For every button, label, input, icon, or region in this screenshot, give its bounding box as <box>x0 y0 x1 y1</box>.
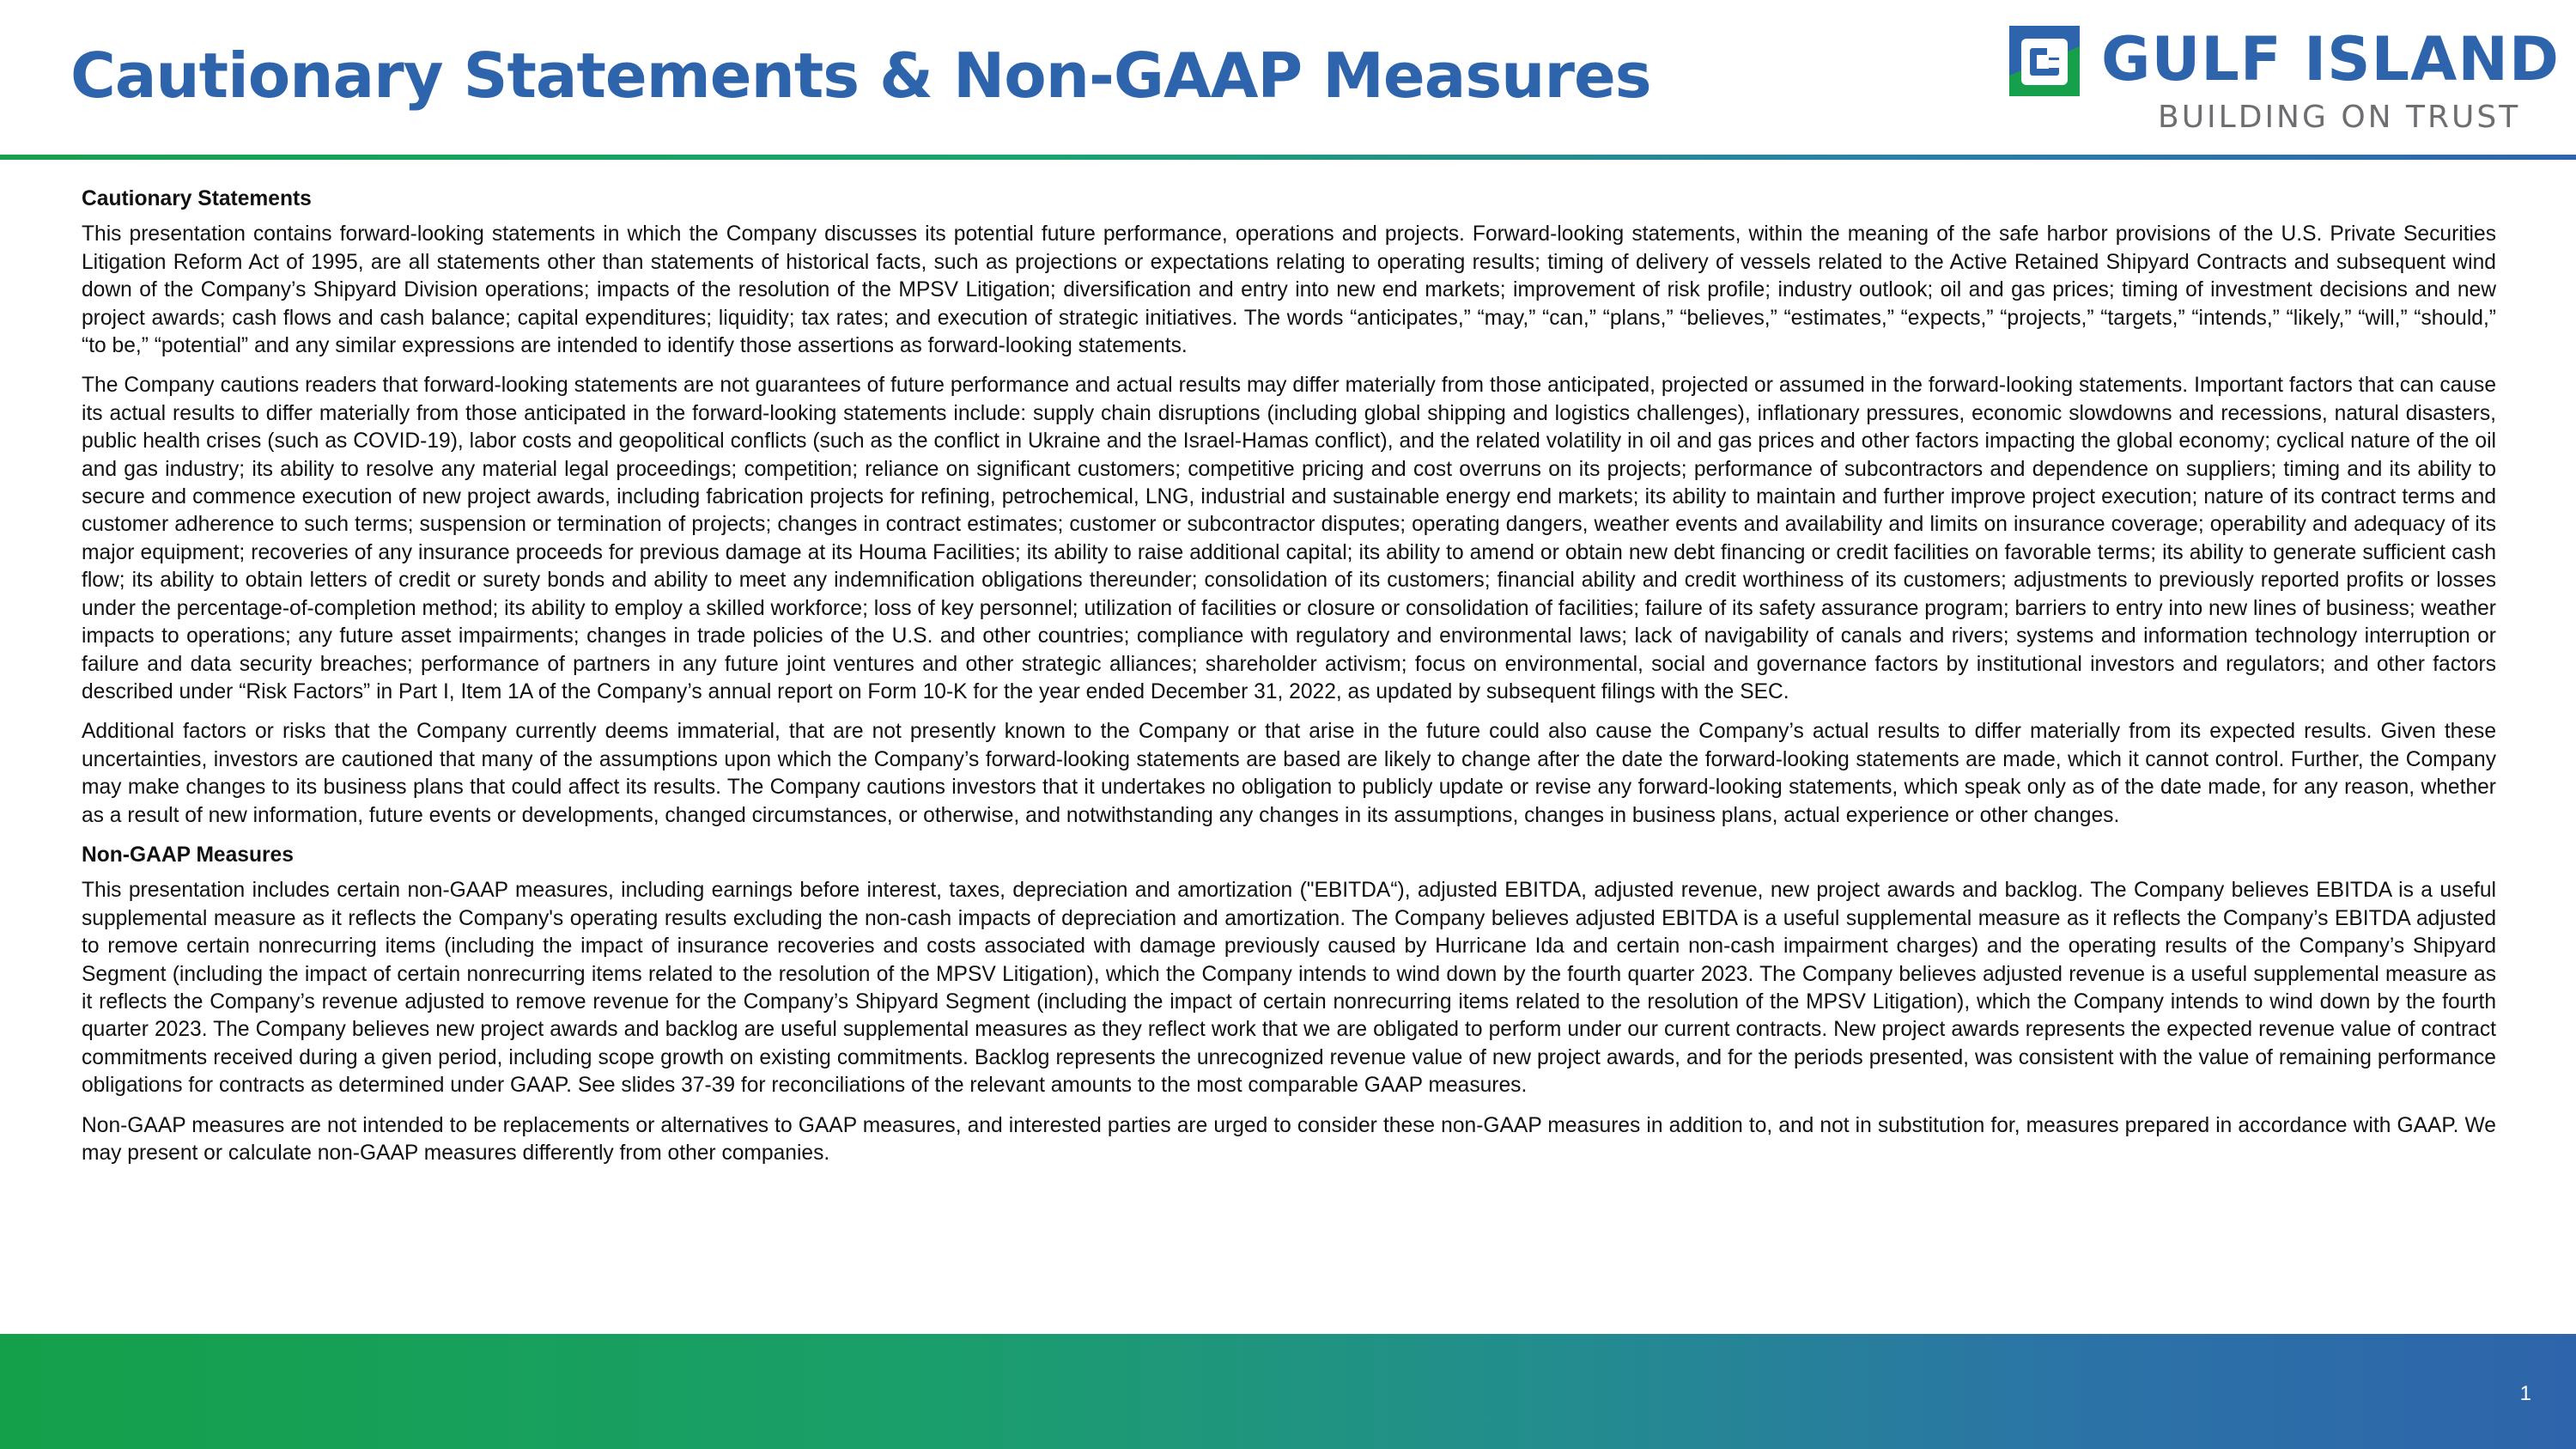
gulf-island-logo-icon <box>2009 26 2080 96</box>
page-number: 1 <box>2519 1382 2531 1405</box>
paragraph: This presentation includes certain non-GAAP measures, including earnings before interest, taxes, depreciation and amortization ("EBITDA“), adjusted EBITDA, adjusted revenue, new project awards and backlog. The Company believes EBITDA is a useful supplemental measure as it reflects the Company's operating results excluding the non-cash impacts of depreciation and amortization. The Company believes adjusted EBITDA is a useful supplemental measure as it reflects the Company’s EBITDA adjusted to remove certain nonrecurring items (including the impact of insurance recoveries and costs associated with damage previously caused by Hurricane Ida and certain non-cash impairment charges) and the operating results of the Company’s Shipyard Segment (including the impact of certain nonrecurring items related to the resolution of the MPSV Litigation), which the Company intends to wind down by the fourth quarter 2023. The Company believes adjusted revenue is a useful supplemental measure as it reflects the Company’s revenue adjusted to remove revenue for the Company’s Shipyard Segment (including the impact of certain nonrecurring items related to the resolution of the MPSV Litigation), which the Company intends to wind down by the fourth quarter 2023. The Company believes new project awards and backlog are useful supplemental measures as they reflect work that we are obligated to perform under our current contracts. New project awards represents the expected revenue value of contract commitments received during a given period, including scope growth on existing commitments. Backlog represents the unrecognized revenue value of new project awards, and for the periods presented, was consistent with the value of remaining performance obligations for contracts as determined under GAAP. See slides 37-39 for reconciliations of the relevant amounts to the most comparable GAAP measures. <box>82 879 2496 1098</box>
logo-wordmark: GULF ISLAND <box>2101 24 2561 94</box>
header-divider <box>0 155 2576 160</box>
paragraph: The Company cautions readers that forward-looking statements are not guarantees of future performance and actual results may differ materially from those anticipated, projected or assumed in the forward-looking statements. Important factors that can cause its actual results to differ materially from those anticipated in the forward-looking statements include: supply chain disruptions (including global shipping and logistics challenges), inflationary pressures, economic slowdowns and recessions, natural disasters, public health crises (such as COVID-19), labor costs and geopolitical conflicts (such as the conflict in Ukraine and the Israel-Hamas conflict), and the related volatility in oil and gas prices and other factors impacting the global economy; cyclical nature of the oil and gas industry; its ability to resolve any material legal proceedings; competition; reliance on significant customers; competitive pricing and cost overruns on its projects; performance of subcontractors and dependence on suppliers; timing and its ability to secure and commence execution of new project awards, including fabrication projects for refining, petrochemical, LNG, industrial and sustainable energy end markets; its ability to maintain and further improve project execution; nature of its contract terms and customer adherence to such terms; suspension or termination of projects; changes in contract estimates; customer or subcontractor disputes; operating dangers, weather events and availability and limits on insurance coverage; operability and adequacy of its major equipment; recoveries of any insurance proceeds for previous damage at its Houma Facilities; its ability to raise additional capital; its ability to amend or obtain new debt financing or credit facilities on favorable terms; its ability to generate sufficient cash flow; its ability to obtain letters of credit or surety bonds and ability to meet any indemnification obligations thereunder; consolidation of its customers; financial ability and credit worthiness of its customers; adjustments to previously reported profits or losses under the percentage-of-completion method; its ability to employ a skilled workforce; loss of key personnel; utilization of facilities or closure or consolidation of facilities; failure of its safety assurance program; barriers to entry into new lines of business; weather impacts to operations; any future asset impairments; changes in trade policies of the U.S. and other countries; compliance with regulatory and environmental laws; lack of navigability of canals and rivers; systems and information technology interruption or failure and data security breaches; performance of partners in any future joint ventures and other strategic alliances; shareholder activism; focus on environmental, social and governance factors by institutional investors and regulators; and other factors described under “Risk Factors” in Part I, Item 1A of the Company’s annual report on Form 10-K for the year ended December 31, 2022, as updated by subsequent filings with the SEC. <box>82 374 2496 703</box>
section-heading: Non-GAAP Measures <box>82 843 294 867</box>
slide-body <box>82 186 2496 1179</box>
footer-band <box>0 1334 2576 1449</box>
logo-tagline: BUILDING ON TRUST <box>2158 100 2521 135</box>
paragraph: Additional factors or risks that the Company currently deems immaterial, that are not presently known to the Company or that arise in the future could also cause the Company’s actual results to differ materially from its expected results. Given these uncertainties, investors are cautioned that many of the assumptions upon which the Company’s forward-looking statements are based are likely to change after the date the forward-looking statements are made, which it cannot control. Further, the Company may make changes to its business plans that could affect its results. The Company cautions investors that it undertakes no obligation to publicly update or revise any forward-looking statements, which speak only as of the date made, for any reason, whether as a result of new information, future events or developments, changed circumstances, or otherwise, and notwithstanding any changes in its assumptions, changes in business plans, actual experience or other changes. <box>82 720 2496 827</box>
cautionary-statements-section <box>82 186 2496 830</box>
paragraph: This presentation contains forward-looking statements in which the Company discusses its potential future performance, operations and projects. Forward-looking statements, within the meaning of the safe harbor provisions of the U.S. Private Securities Litigation Reform Act of 1995, are all statements other than statements of historical facts, such as projections or expectations relating to operating results; timing of delivery of vessels related to the Active Retained Shipyard Contracts and subsequent wind down of the Company’s Shipyard Division operations; impacts of the resolution of the MPSV Litigation; diversification and entry into new end markets; improvement of risk profile; industry outlook; oil and gas prices; timing of investment decisions and new project awards; cash flows and cash balance; capital expenditures; liquidity; tax rates; and execution of strategic initiatives. The words “anticipates,” “may,” “can,” “plans,” “believes,” “estimates,” “expects,” “projects,” “targets,” “intends,” “likely,” “will,” “should,” “to be,” “potential” and any similar expressions are intended to identify those assertions as forward-looking statements. <box>82 222 2496 358</box>
non-gaap-measures-section <box>82 842 2496 1167</box>
paragraph: Non-GAAP measures are not intended to be replacements or alternatives to GAAP measures, and interested parties are urged to consider these non-GAAP measures in addition to, and not in substitution for, measures prepared in accordance with GAAP. We may present or calculate non-GAAP measures differently from other companies. <box>82 1113 2496 1165</box>
page-title: Cautionary Statements & Non-GAAP Measures <box>70 40 1651 112</box>
section-heading: Cautionary Statements <box>82 187 312 210</box>
company-logo <box>2005 24 2561 140</box>
